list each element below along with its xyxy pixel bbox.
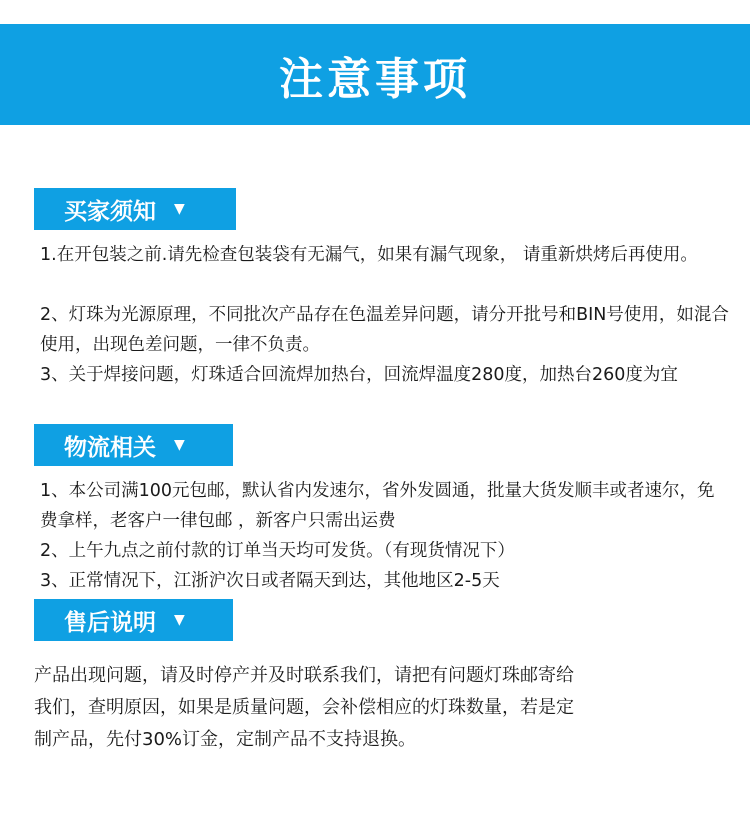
buyer-item-2: 2、灯珠为光源原理，不同批次产品存在色温差异问题，请分开批号和BIN号使用，如混合使用，出现色差问题，一律不负责。 [40,305,729,355]
section-header-after-sales [34,599,233,641]
section-header-buyer [34,188,236,230]
section-title: 买家须知 [64,198,156,225]
logistics-item-2: 2、上午九点之前付款的订单当天均可发货。（有现货情况下） [40,541,515,561]
section-title: 物流相关 [64,434,156,461]
buyer-item-3: 3、关于焊接问题，灯珠适合回流焊加热台，回流焊温度280度，加热台260度为宜 [40,365,678,385]
title-banner [0,24,750,125]
buyer-item-1: 1.在开包装之前.请先检查包装袋有无漏气，如果有漏气现象， 请重新烘烤后再使用。 [40,245,698,265]
triangle-down-icon: ▼ [174,437,185,453]
logistics-item-1: 1、本公司满100元包邮，默认省内发速尔，省外发圆通，批量大货发顺丰或者速尔，免费拿样，老客户一律包邮 ，新客户只需出运费 [40,481,715,531]
after-sales-text: 产品出现问题，请及时停产并及时联系我们，请把有问题灯珠邮寄给我们，查明原因，如果是质量问题，会补偿相应的灯珠数量，若是定制产品，先付30%订金，定制产品不支持退换。 [34,665,574,750]
triangle-down-icon: ▼ [174,201,185,217]
page-title: 注意事项 [279,53,471,105]
section-header-logistics [34,424,233,466]
section-title: 售后说明 [64,609,156,636]
triangle-down-icon: ▼ [174,612,185,628]
logistics-item-3: 3、正常情况下，江浙沪次日或者隔天到达，其他地区2-5天 [40,571,500,591]
